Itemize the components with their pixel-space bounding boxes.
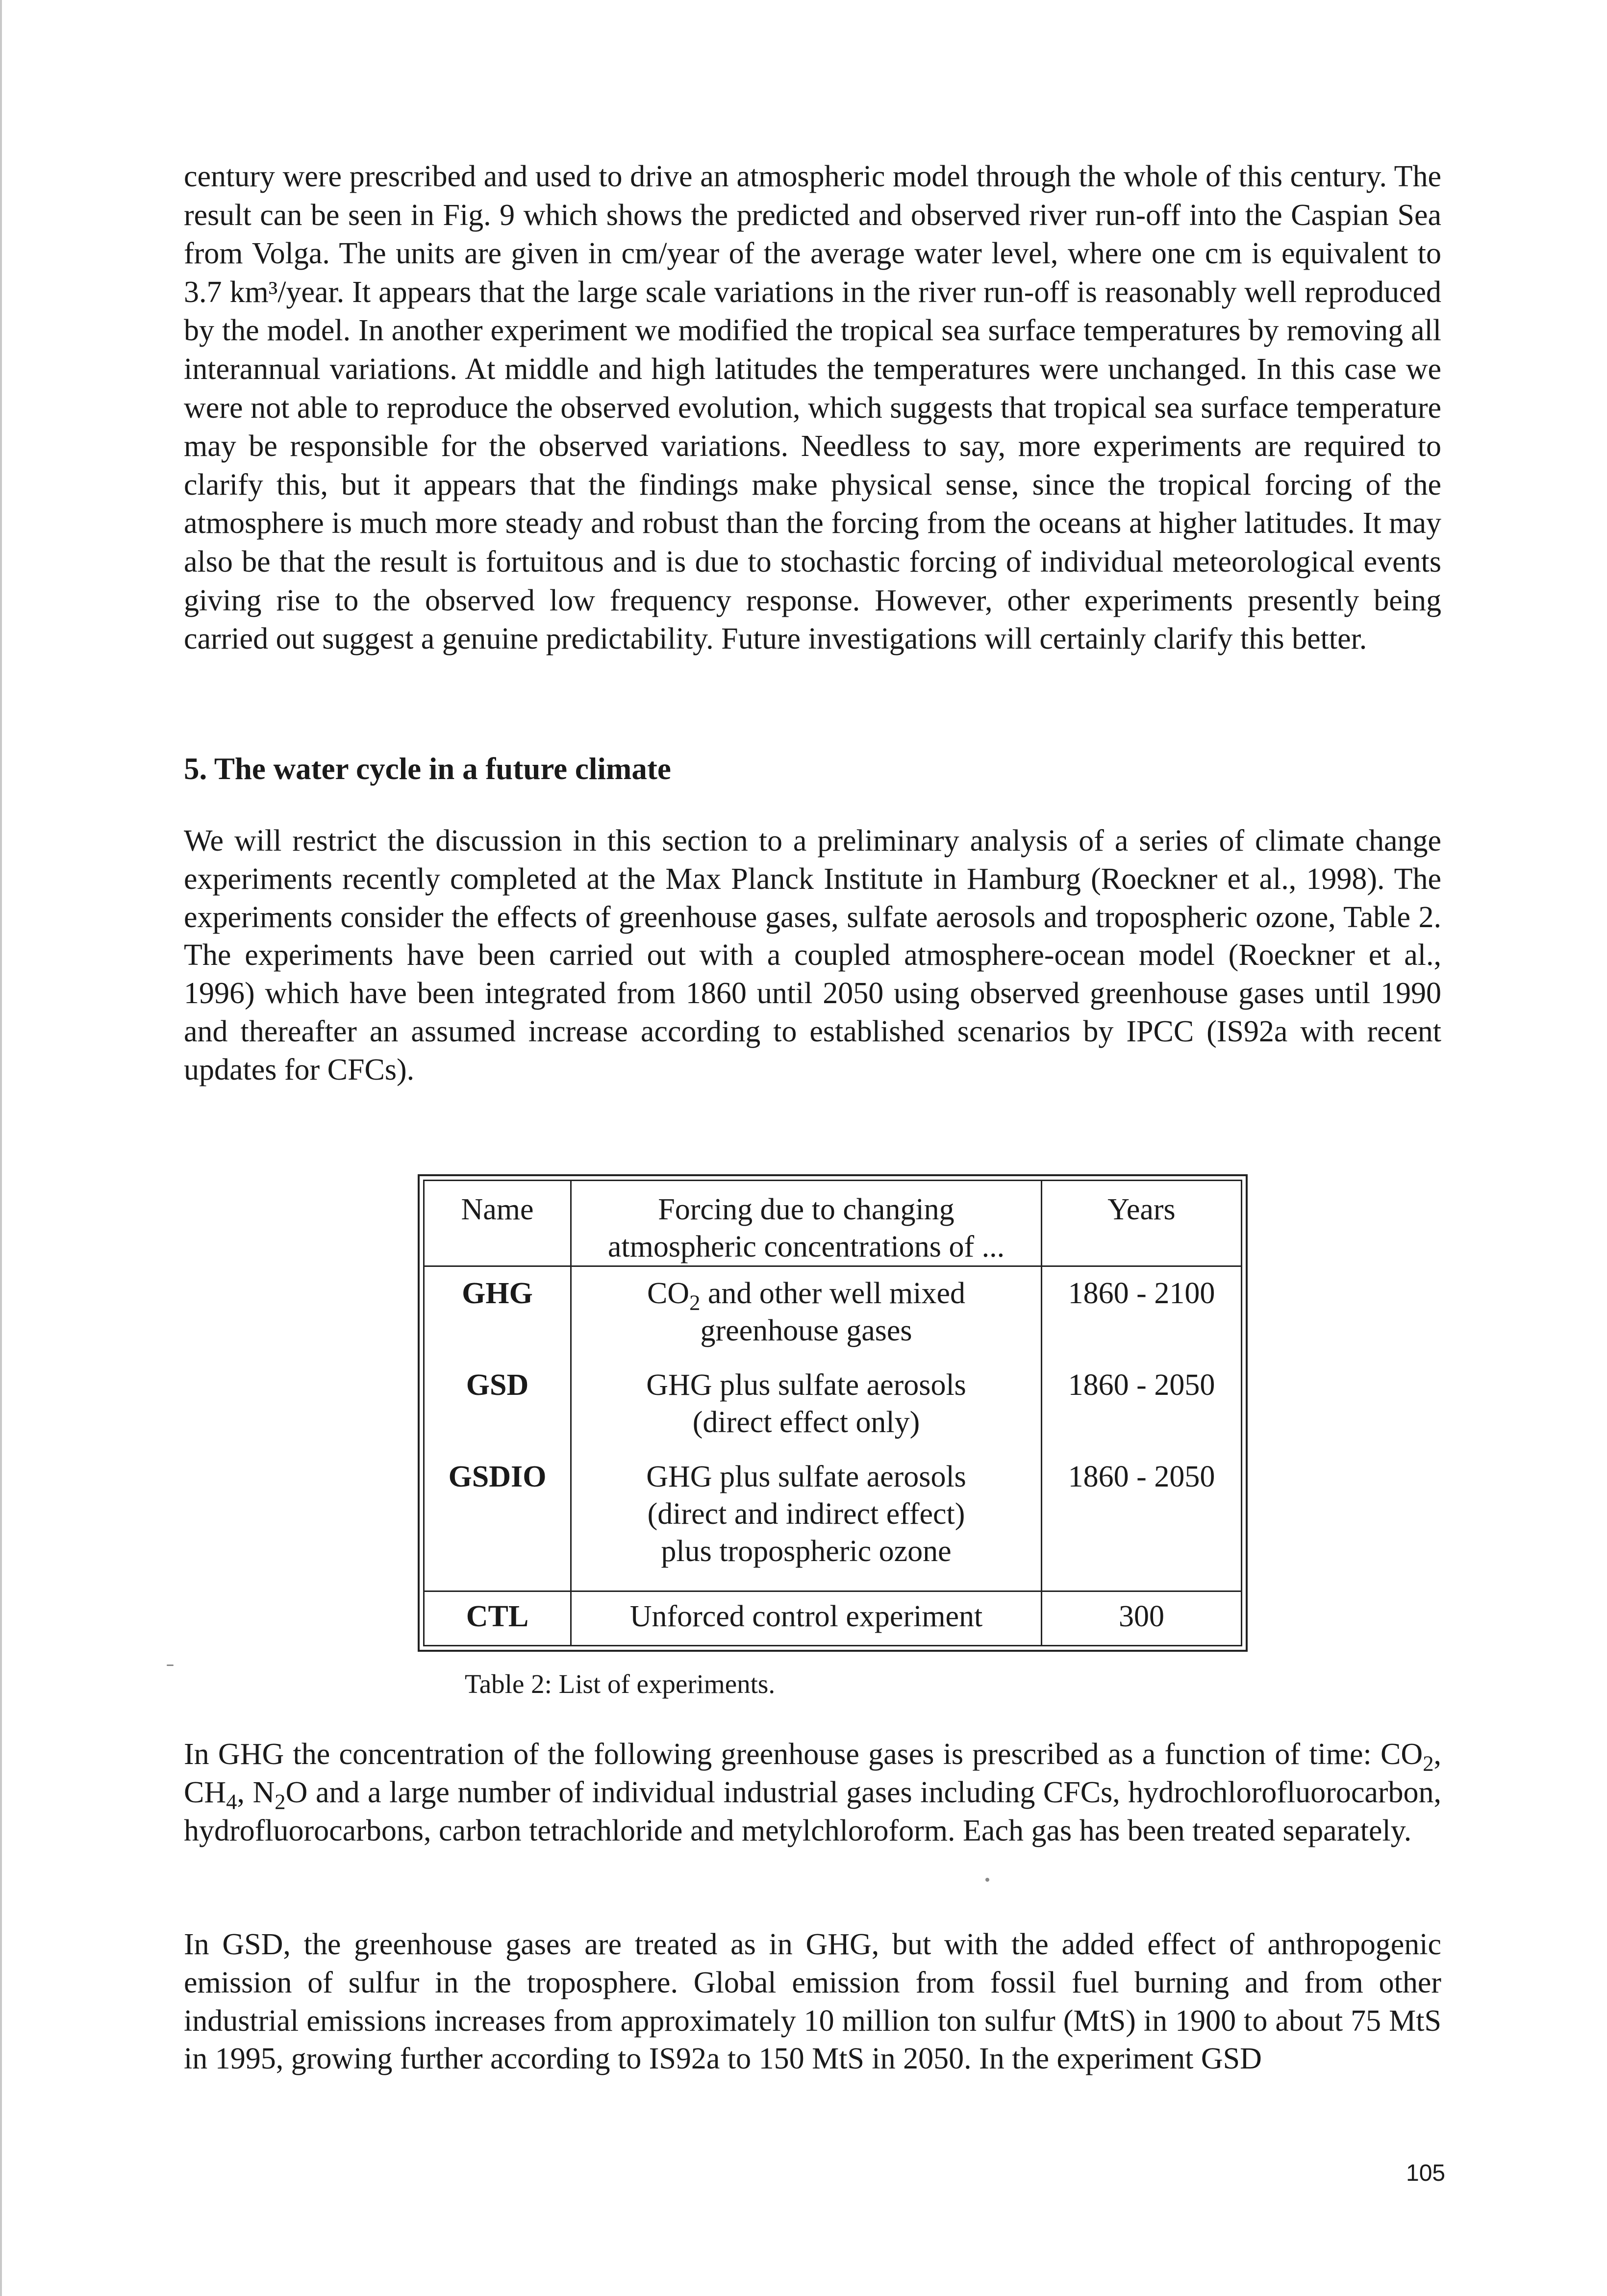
experiments-table-frame: [418, 1174, 1248, 1652]
column-header-years: [1042, 1181, 1242, 1266]
gas-ch4-subscript: 4: [226, 1789, 237, 1814]
forcing-co2-prefix: CO: [647, 1277, 690, 1310]
paragraph-gsd: In GSD, the greenhouse gases are treated as in GHG, but with the added effect of anthropogenic emission of sulfur in the troposphere. Global emission from fossil fuel burning and from other industrial emissions increases from approximately 10 million ton sulfur (MtS) in 1900 to about 75 MtS in 1995, growing further according to IS92a to 150 MtS in 2050. In the experiment GSD: [184, 1928, 1441, 2076]
paragraph-continuation: century were prescribed and used to drive an atmospheric model through the whole of this century. The result can be seen in Fig. 9 which shows the predicted and observed river run-off into the Caspian Sea from Volga. The units are given in cm/year of the average water level, where one cm is equivalent to 3.7 km³/year. It appears that the large scale variations in the river run-off is reasonably well reproduced by the model. In another experiment we modified the tropical sea surface temperatures by removing all interannual variations. At middle and high latitudes the temperatures were unchanged. In this case we were not able to reproduce the observed evolution, which suggests that tropical sea surface temperature may be responsible for the observed variations. Needless to say, more experiments are required to clarify this, but it appears that the findings make physical sense, since the tropical forcing of the atmosphere is much more steady and robust than the forcing from the oceans at higher latitudes. It may also be that the result is fortuitous and is due to stochastic forcing of individual meteorological events giving rise to the observed low frequency response. However, other experiments presently being carried out suggest a genuine predictability. Future investigations will certainly clarify this better.: [184, 160, 1441, 656]
forcing-line3: plus tropospheric ozone: [661, 1534, 952, 1568]
gas-ch4: CH: [184, 1775, 226, 1809]
forcing-line2: greenhouse gases: [700, 1314, 912, 1347]
paragraph-ghg-rest: and a large number of individual industrial gases including CFCs, hydrochlorofluorocarbon, hydrofluorocarbons, carbon tetrachloride and metylchloroform. Each gas has been treated separately.: [184, 1775, 1442, 1847]
column-header-years-label: Years: [1107, 1193, 1176, 1226]
experiment-years: 1860 - 2050: [1042, 1363, 1242, 1455]
forcing-line2: (direct effect only): [692, 1405, 920, 1439]
gas-separator: ,: [237, 1775, 253, 1809]
experiment-name: GSDIO: [424, 1455, 571, 1591]
experiment-years: 300: [1042, 1596, 1242, 1645]
gas-n2o-n: N: [252, 1775, 275, 1809]
section-heading: 5. The water cycle in a future climate: [184, 752, 671, 786]
experiment-forcing: [571, 1363, 1042, 1455]
table-row: [424, 1363, 1242, 1455]
experiment-name: CTL: [424, 1596, 571, 1645]
forcing-line2: (direct and indirect effect): [647, 1497, 965, 1531]
table-header-double-rule: [424, 1266, 1242, 1272]
experiment-forcing: [571, 1455, 1042, 1591]
experiment-forcing: [571, 1272, 1042, 1363]
experiment-years: 1860 - 2050: [1042, 1455, 1242, 1591]
forcing-line1-rest: and other well mixed: [700, 1277, 966, 1310]
gas-co2-subscript: 2: [1423, 1751, 1434, 1776]
column-header-forcing-line2: atmospheric concentrations of ...: [607, 1230, 1005, 1263]
column-header-forcing-line1: Forcing due to changing: [658, 1193, 954, 1226]
page-number: 105: [1406, 2160, 1446, 2186]
gas-n2o-o: O: [285, 1775, 308, 1809]
experiment-years: 1860 - 2100: [1042, 1272, 1242, 1363]
gas-co2: CO: [1381, 1738, 1423, 1771]
experiment-name: GHG: [424, 1272, 571, 1363]
page-scan-edge: [0, 0, 2, 2296]
paragraph-section-intro: We will restrict the discussion in this section to a preliminary analysis of a series of climate change experiments recently completed at the Max Planck Institute in Hamburg (Roeckner et al., 1998). The experiments consider the effects of greenhouse gases, sulfate aerosols and tropospheric ozone, Table 2. The experiments have been carried out with a coupled atmosphere-ocean model (Roeckner et al., 1996) which have been integrated from 1860 until 2050 using observed greenhouse gases until 1990 and thereafter an assumed increase according to established scenarios by IPCC (IS92a with recent updates for CFCs).: [184, 824, 1441, 1086]
table-caption: Table 2: List of experiments.: [465, 1669, 776, 1699]
table-row: [424, 1455, 1242, 1591]
paragraph-ghg-gases: [184, 1736, 1441, 1850]
forcing-line1: GHG plus sulfate aerosols: [646, 1460, 966, 1493]
gas-n2o-subscript: 2: [275, 1789, 286, 1814]
column-header-name-label: Name: [461, 1193, 534, 1226]
column-header-name: [424, 1181, 571, 1266]
experiment-name: GSD: [424, 1363, 571, 1455]
scan-speck: [985, 1878, 989, 1882]
forcing-co2-subscript: 2: [689, 1290, 701, 1315]
scan-speck: [167, 1665, 174, 1666]
table-header-row: [424, 1181, 1242, 1266]
paragraph-ghg-intro: In GHG the concentration of the following greenhouse gases is prescribed as a function of time:: [184, 1738, 1381, 1771]
gas-separator: ,: [1433, 1738, 1441, 1771]
experiments-table: [423, 1180, 1242, 1646]
table-ctl-double-rule: [424, 1591, 1242, 1596]
table-row: [424, 1596, 1242, 1645]
column-header-forcing: [571, 1181, 1042, 1266]
forcing-line1: GHG plus sulfate aerosols: [646, 1368, 966, 1402]
experiment-forcing: Unforced control experiment: [571, 1596, 1042, 1645]
table-row: [424, 1272, 1242, 1363]
